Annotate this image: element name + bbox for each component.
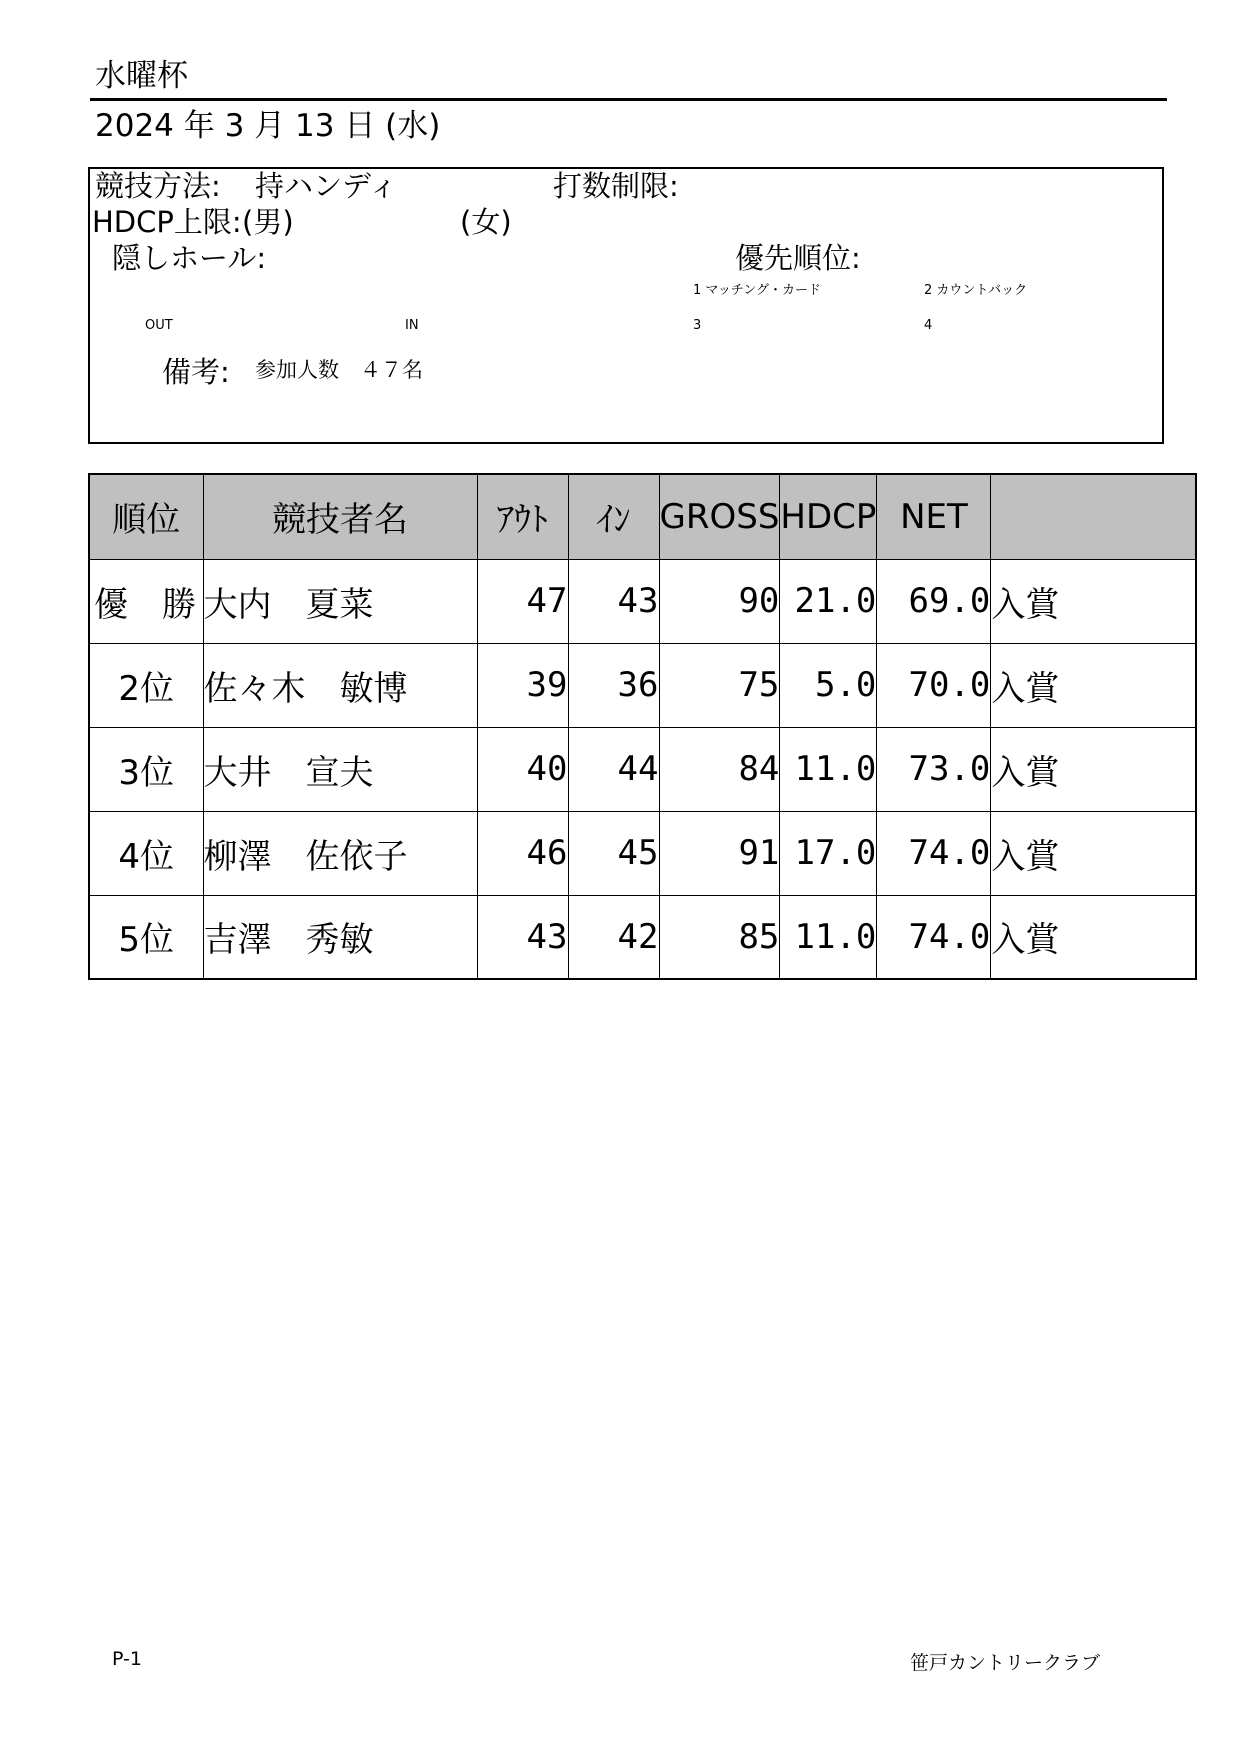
in-score: 44 <box>568 727 659 811</box>
hdcp-value: 5.0 <box>780 643 877 727</box>
table-row <box>89 727 1196 811</box>
table-row <box>89 895 1196 979</box>
remarks-cell: 入賞 <box>991 559 1196 643</box>
gross-score: 85 <box>659 895 780 979</box>
out-score: 39 <box>477 643 568 727</box>
table-header-row <box>89 474 1196 559</box>
event-date: 2024 年 3 月 13 日 (水) <box>95 108 441 144</box>
priority-3: 3 <box>693 318 702 333</box>
remarks-cell: 入賞 <box>991 727 1196 811</box>
hdcp-value: 21.0 <box>780 559 877 643</box>
in-score: 36 <box>568 643 659 727</box>
player-name: 吉澤 秀敏 <box>203 895 477 979</box>
title-divider <box>90 98 1167 101</box>
header-out: ｱｳﾄ <box>477 474 568 559</box>
out-score: 40 <box>477 727 568 811</box>
hidden-holes-label: 隠しホール: <box>112 241 267 275</box>
header-hdcp: HDCP <box>780 474 877 559</box>
player-name: 大井 宣夫 <box>203 727 477 811</box>
in-score: 42 <box>568 895 659 979</box>
header-in: ｲﾝ <box>568 474 659 559</box>
gross-score: 90 <box>659 559 780 643</box>
header-rank: 順位 <box>89 474 203 559</box>
net-score: 70.0 <box>877 643 991 727</box>
in-score: 45 <box>568 811 659 895</box>
hdcp-value: 11.0 <box>780 727 877 811</box>
header-net: NET <box>877 474 991 559</box>
gross-score: 75 <box>659 643 780 727</box>
hdcp-female: (女) <box>460 205 512 239</box>
header-gross: GROSS <box>659 474 780 559</box>
format-label: 競技方法: <box>95 169 221 203</box>
hdcp-value: 11.0 <box>780 895 877 979</box>
table-row <box>89 643 1196 727</box>
out-score: 47 <box>477 559 568 643</box>
header-remarks <box>991 474 1196 559</box>
format-value: 持ハンディ <box>255 169 398 203</box>
stroke-limit-label: 打数制限: <box>553 169 679 203</box>
out-score: 46 <box>477 811 568 895</box>
remarks-cell: 入賞 <box>991 895 1196 979</box>
table-row <box>89 559 1196 643</box>
page-number: P-1 <box>112 1648 142 1670</box>
table-row <box>89 811 1196 895</box>
remarks-cell: 入賞 <box>991 643 1196 727</box>
out-score: 43 <box>477 895 568 979</box>
net-score: 74.0 <box>877 811 991 895</box>
rank-cell: 2位 <box>89 643 203 727</box>
rank-cell: 3位 <box>89 727 203 811</box>
hdcp-limit-label: HDCP上限: <box>92 205 242 239</box>
remarks-label: 備考: <box>162 355 230 389</box>
rank-cell: 5位 <box>89 895 203 979</box>
remarks-value: 参加人数 ４７名 <box>255 358 423 382</box>
club-name: 笹戸カントリークラブ <box>910 1652 1101 1674</box>
priority-label: 優先順位: <box>735 241 861 275</box>
header-name: 競技者名 <box>203 474 477 559</box>
remarks-cell: 入賞 <box>991 811 1196 895</box>
priority-2: 2 カウントバック <box>924 283 1028 298</box>
player-name: 佐々木 敏博 <box>203 643 477 727</box>
net-score: 73.0 <box>877 727 991 811</box>
gross-score: 91 <box>659 811 780 895</box>
rank-cell: 優 勝 <box>89 559 203 643</box>
in-label: IN <box>405 318 419 333</box>
page-title: 水曜杯 <box>95 58 188 94</box>
player-name: 柳澤 佐依子 <box>203 811 477 895</box>
gross-score: 84 <box>659 727 780 811</box>
net-score: 69.0 <box>877 559 991 643</box>
in-score: 43 <box>568 559 659 643</box>
priority-4: 4 <box>924 318 933 333</box>
hdcp-male: (男) <box>242 205 294 239</box>
player-name: 大内 夏菜 <box>203 559 477 643</box>
hdcp-value: 17.0 <box>780 811 877 895</box>
rank-cell: 4位 <box>89 811 203 895</box>
priority-1: 1 マッチング・カード <box>693 283 821 298</box>
results-table <box>88 473 1197 980</box>
out-label: OUT <box>145 318 173 333</box>
net-score: 74.0 <box>877 895 991 979</box>
